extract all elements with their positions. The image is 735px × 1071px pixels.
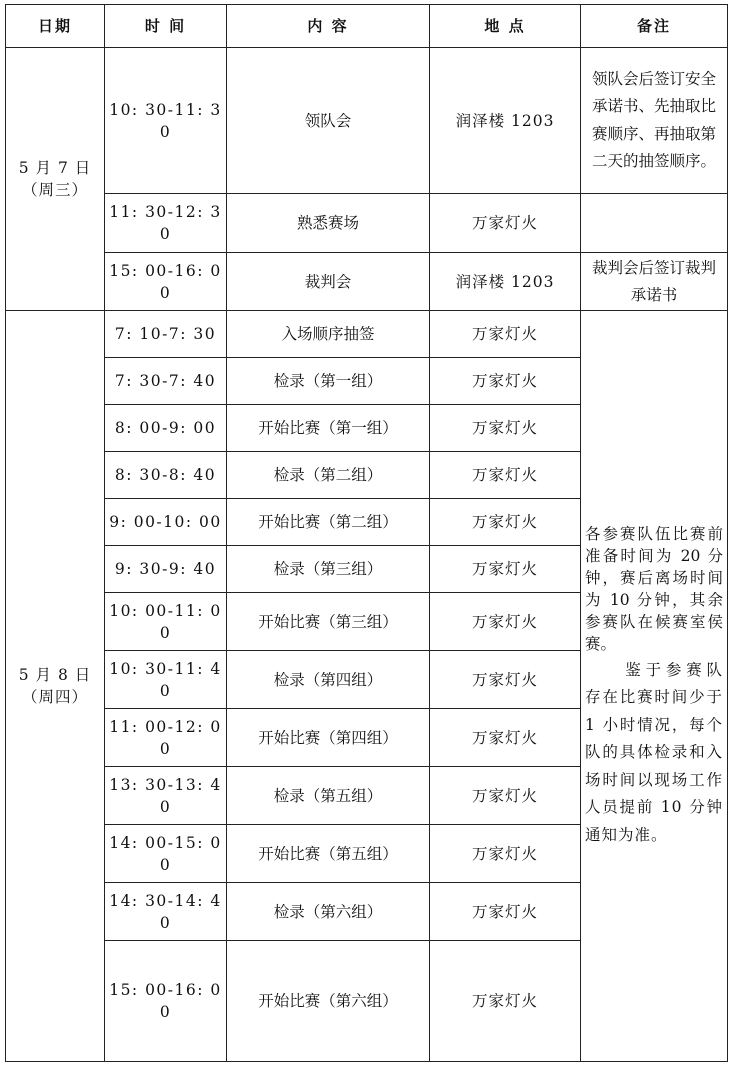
date-cell-day1 xyxy=(6,48,105,311)
weekday-line: （周四） xyxy=(21,688,88,706)
time-cell: 10: 00-11: 00 xyxy=(105,593,227,651)
content-cell: 领队会 xyxy=(227,48,430,194)
content-cell: 检录（第五组） xyxy=(227,767,430,825)
place-cell: 万家灯火 xyxy=(430,405,581,452)
time-cell: 9: 00-10: 00 xyxy=(105,499,227,546)
note-paragraph-2: 鉴于参赛队存在比赛时间少于 1 小时情况，每个队的具体检录和入场时间以现场工作人员提前 10 分钟通知为准。 xyxy=(585,660,723,844)
table-row xyxy=(6,194,728,253)
content-cell: 开始比赛（第一组） xyxy=(227,405,430,452)
place-cell: 万家灯火 xyxy=(430,883,581,941)
content-cell: 开始比赛（第六组） xyxy=(227,941,430,1062)
note-cell: 裁判会后签订裁判承诺书 xyxy=(581,253,728,311)
content-cell: 裁判会 xyxy=(227,253,430,311)
time-cell: 10: 30-11: 30 xyxy=(105,48,227,194)
time-cell: 11: 00-12: 00 xyxy=(105,709,227,767)
place-cell: 万家灯火 xyxy=(430,499,581,546)
time-cell: 7: 10-7: 30 xyxy=(105,311,227,358)
header-time: 时 间 xyxy=(105,5,227,48)
content-cell: 检录（第三组） xyxy=(227,546,430,593)
time-cell: 13: 30-13: 40 xyxy=(105,767,227,825)
time-cell: 7: 30-7: 40 xyxy=(105,358,227,405)
header-row xyxy=(6,5,728,48)
content-cell: 熟悉赛场 xyxy=(227,194,430,253)
content-cell: 开始比赛（第二组） xyxy=(227,499,430,546)
note-paragraph-1: 各参赛队伍比赛前准备时间为 20 分钟，赛后离场时间为 10 分钟，其余参赛队在候赛室侯赛。 xyxy=(585,524,723,653)
time-cell: 8: 00-9: 00 xyxy=(105,405,227,452)
time-cell: 8: 30-8: 40 xyxy=(105,452,227,499)
time-cell: 14: 30-14: 40 xyxy=(105,883,227,941)
time-cell: 10: 30-11: 40 xyxy=(105,651,227,709)
place-cell: 万家灯火 xyxy=(430,709,581,767)
place-cell: 万家灯火 xyxy=(430,452,581,499)
content-cell: 检录（第六组） xyxy=(227,883,430,941)
content-cell: 检录（第四组） xyxy=(227,651,430,709)
header-date: 日期 xyxy=(6,5,105,48)
time-cell: 15: 00-16: 00 xyxy=(105,941,227,1062)
table-row xyxy=(6,311,728,358)
table-row xyxy=(6,48,728,194)
header-note: 备注 xyxy=(581,5,728,48)
date-line: 5 月 8 日 xyxy=(18,666,92,684)
content-cell: 开始比赛（第三组） xyxy=(227,593,430,651)
content-cell: 检录（第一组） xyxy=(227,358,430,405)
header-place: 地 点 xyxy=(430,5,581,48)
place-cell: 万家灯火 xyxy=(430,593,581,651)
time-cell: 11: 30-12: 30 xyxy=(105,194,227,253)
content-cell: 开始比赛（第五组） xyxy=(227,825,430,883)
note-cell-day2 xyxy=(581,311,728,1062)
place-cell: 万家灯火 xyxy=(430,941,581,1062)
time-cell: 9: 30-9: 40 xyxy=(105,546,227,593)
header-content: 内 容 xyxy=(227,5,430,48)
place-cell: 润泽楼 1203 xyxy=(430,48,581,194)
content-cell: 开始比赛（第四组） xyxy=(227,709,430,767)
content-cell: 入场顺序抽签 xyxy=(227,311,430,358)
place-cell: 万家灯火 xyxy=(430,767,581,825)
place-cell: 润泽楼 1203 xyxy=(430,253,581,311)
content-cell: 检录（第二组） xyxy=(227,452,430,499)
schedule-table xyxy=(5,4,728,1062)
place-cell: 万家灯火 xyxy=(430,651,581,709)
time-cell: 14: 00-15: 00 xyxy=(105,825,227,883)
date-line: 5 月 7 日 xyxy=(18,159,92,177)
place-cell: 万家灯火 xyxy=(430,194,581,253)
place-cell: 万家灯火 xyxy=(430,825,581,883)
note-cell xyxy=(581,194,728,253)
table-row xyxy=(6,253,728,311)
place-cell: 万家灯火 xyxy=(430,546,581,593)
time-cell: 15: 00-16: 00 xyxy=(105,253,227,311)
place-cell: 万家灯火 xyxy=(430,311,581,358)
date-cell-day2 xyxy=(6,311,105,1062)
weekday-line: （周三） xyxy=(21,181,88,199)
place-cell: 万家灯火 xyxy=(430,358,581,405)
note-cell: 领队会后签订安全承诺书、先抽取比赛顺序、再抽取第二天的抽签顺序。 xyxy=(581,48,728,194)
